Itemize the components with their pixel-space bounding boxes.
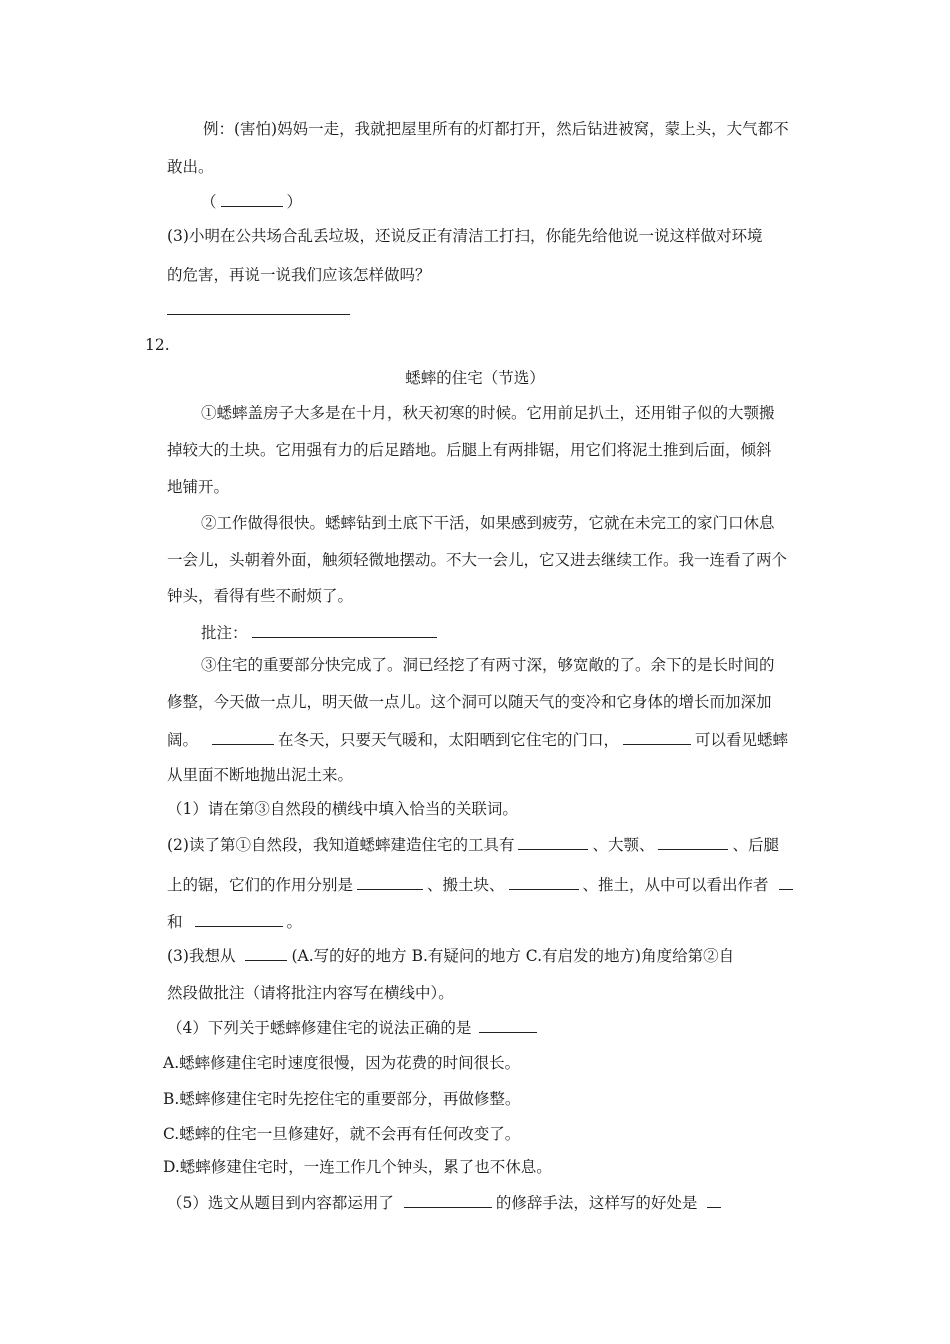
annotation-blank[interactable] (252, 621, 437, 638)
sub-question-2-line-2 (167, 873, 797, 896)
sub-question-3-line-2: 然段做批注（请将批注内容写在横线中）。 (167, 984, 454, 1002)
option-b: B.蟋蟀修建住宅时先挖住宅的重要部分，再做修整。 (163, 1090, 521, 1108)
author-blank-2[interactable] (195, 910, 283, 927)
sub2-text-f: 、推土，从中可以看出作者 (582, 876, 769, 894)
p3-line-3-start: 阔。 (167, 731, 199, 749)
p1-line-3: 地铺开。 (167, 478, 230, 496)
p2-line-1: ②工作做得很快。蟋蟀钻到土底下干活，如果感到疲劳，它就在未完工的家门口休息 (201, 514, 775, 532)
passage-title: 蟋蟀的住宅（节选） (405, 369, 545, 387)
q11-3-answer-line[interactable] (167, 314, 350, 315)
sub2-text-b: 、大颚、 (592, 836, 655, 854)
sub2-text-a: (2)读了第①自然段，我知道蟋蟀建造住宅的工具有 (167, 836, 515, 854)
benefit-blank[interactable] (707, 1191, 721, 1208)
function-blank-1[interactable] (357, 873, 423, 890)
example-line-1: 例：(害怕)妈妈一走，我就把屋里所有的灯都打开，然后钻进被窝，蒙上头，大气都不 (203, 120, 789, 138)
choice-blank[interactable] (479, 1016, 537, 1033)
p3-line-3 (167, 728, 788, 751)
p1-line-2: 掉较大的土块。它用强有力的后足踏地。后腿上有两排锯，用它们将泥土推到后面，倾斜 (167, 441, 772, 459)
p2-line-2: 一会儿，头朝着外面，触须轻微地摆动。不大一会儿，它又进去继续工作。我一连看了两个 (167, 551, 788, 569)
q11-3-line-2: 的危害，再说一说我们应该怎样做吗？ (167, 266, 431, 284)
conjunction-blank-2[interactable] (623, 728, 691, 745)
p3-line-3-mid: 在冬天，只要天气暖和，太阳晒到它住宅的门口， (278, 731, 620, 749)
sub3-text-b: (A.写的好的地方 B.有疑问的地方 C.有启发的地方)角度给第②自 (291, 947, 735, 965)
sub-question-4-stem (167, 1016, 541, 1039)
annotation-row (201, 621, 441, 644)
p3-line-4: 从里面不断地抛出泥土来。 (167, 766, 354, 784)
example-answer-row (201, 190, 302, 213)
rhetoric-blank[interactable] (404, 1191, 492, 1208)
angle-blank[interactable] (245, 944, 287, 961)
q11-3-line-1: (3)小明在公共场合乱丢垃圾，还说反正有清洁工打扫，你能先给他说一说这样做对环境 (167, 227, 763, 245)
sub2-text-d: 上的锯，它们的作用分别是 (167, 876, 354, 894)
option-c: C.蟋蟀的住宅一旦修建好，就不会再有任何改变了。 (163, 1125, 521, 1143)
conjunction-blank-1[interactable] (212, 728, 274, 745)
sub5-text-b: 的修辞手法，这样写的好处是 (495, 1194, 698, 1212)
question-number: 12. (145, 336, 170, 354)
sub4-stem-text: （4）下列关于蟋蟀修建住宅的说法正确的是 (167, 1019, 472, 1037)
p3-line-1: ③住宅的重要部分快完成了。洞已经挖了有两寸深，够宽敞的了。余下的是长时间的 (201, 656, 775, 674)
option-a: A.蟋蟀修建住宅时速度很慢，因为花费的时间很长。 (163, 1054, 521, 1072)
sub2-text-e: 、搬土块、 (427, 876, 505, 894)
sub5-text-a: （5）选文从题目到内容都运用了 (167, 1194, 394, 1212)
tool-blank-1[interactable] (518, 833, 588, 850)
p1-line-1: ①蟋蟀盖房子大多是在十月，秋天初寒的时候。它用前足扒土，还用钳子似的大颚搬 (201, 404, 775, 422)
sub2-text-c: 、后腿 (732, 836, 779, 854)
p2-line-3: 钟头，看得有些不耐烦了。 (167, 587, 354, 605)
tool-blank-2[interactable] (658, 833, 728, 850)
example-line-2: 敢出。 (167, 158, 214, 176)
p3-line-3-end: 可以看见蟋蟀 (695, 731, 789, 749)
sub2-text-h: 。 (286, 913, 303, 931)
example-answer-blank[interactable] (221, 190, 283, 207)
paren-open: （ (201, 193, 217, 211)
option-d: D.蟋蟀修建住宅时，一连工作几个钟头，累了也不休息。 (163, 1158, 552, 1176)
p3-line-2: 修整，今天做一点儿，明天做一点儿。这个洞可以随天气的变冷和它身体的增长而加深加 (167, 693, 772, 711)
sub-question-3-line-1 (167, 944, 734, 967)
sub-question-5 (167, 1191, 725, 1214)
paren-close: ） (286, 193, 303, 211)
author-blank-1[interactable] (779, 873, 793, 890)
sub2-text-g: 和 (167, 913, 183, 931)
annotation-label: 批注： (201, 624, 248, 642)
sub-question-2-line-3 (167, 910, 302, 933)
sub3-text-a: (3)我想从 (167, 947, 236, 965)
sub-question-2-line-1 (167, 833, 779, 856)
sub-question-1: （1）请在第③自然段的横线中填入恰当的关联词。 (167, 800, 518, 818)
function-blank-2[interactable] (509, 873, 579, 890)
